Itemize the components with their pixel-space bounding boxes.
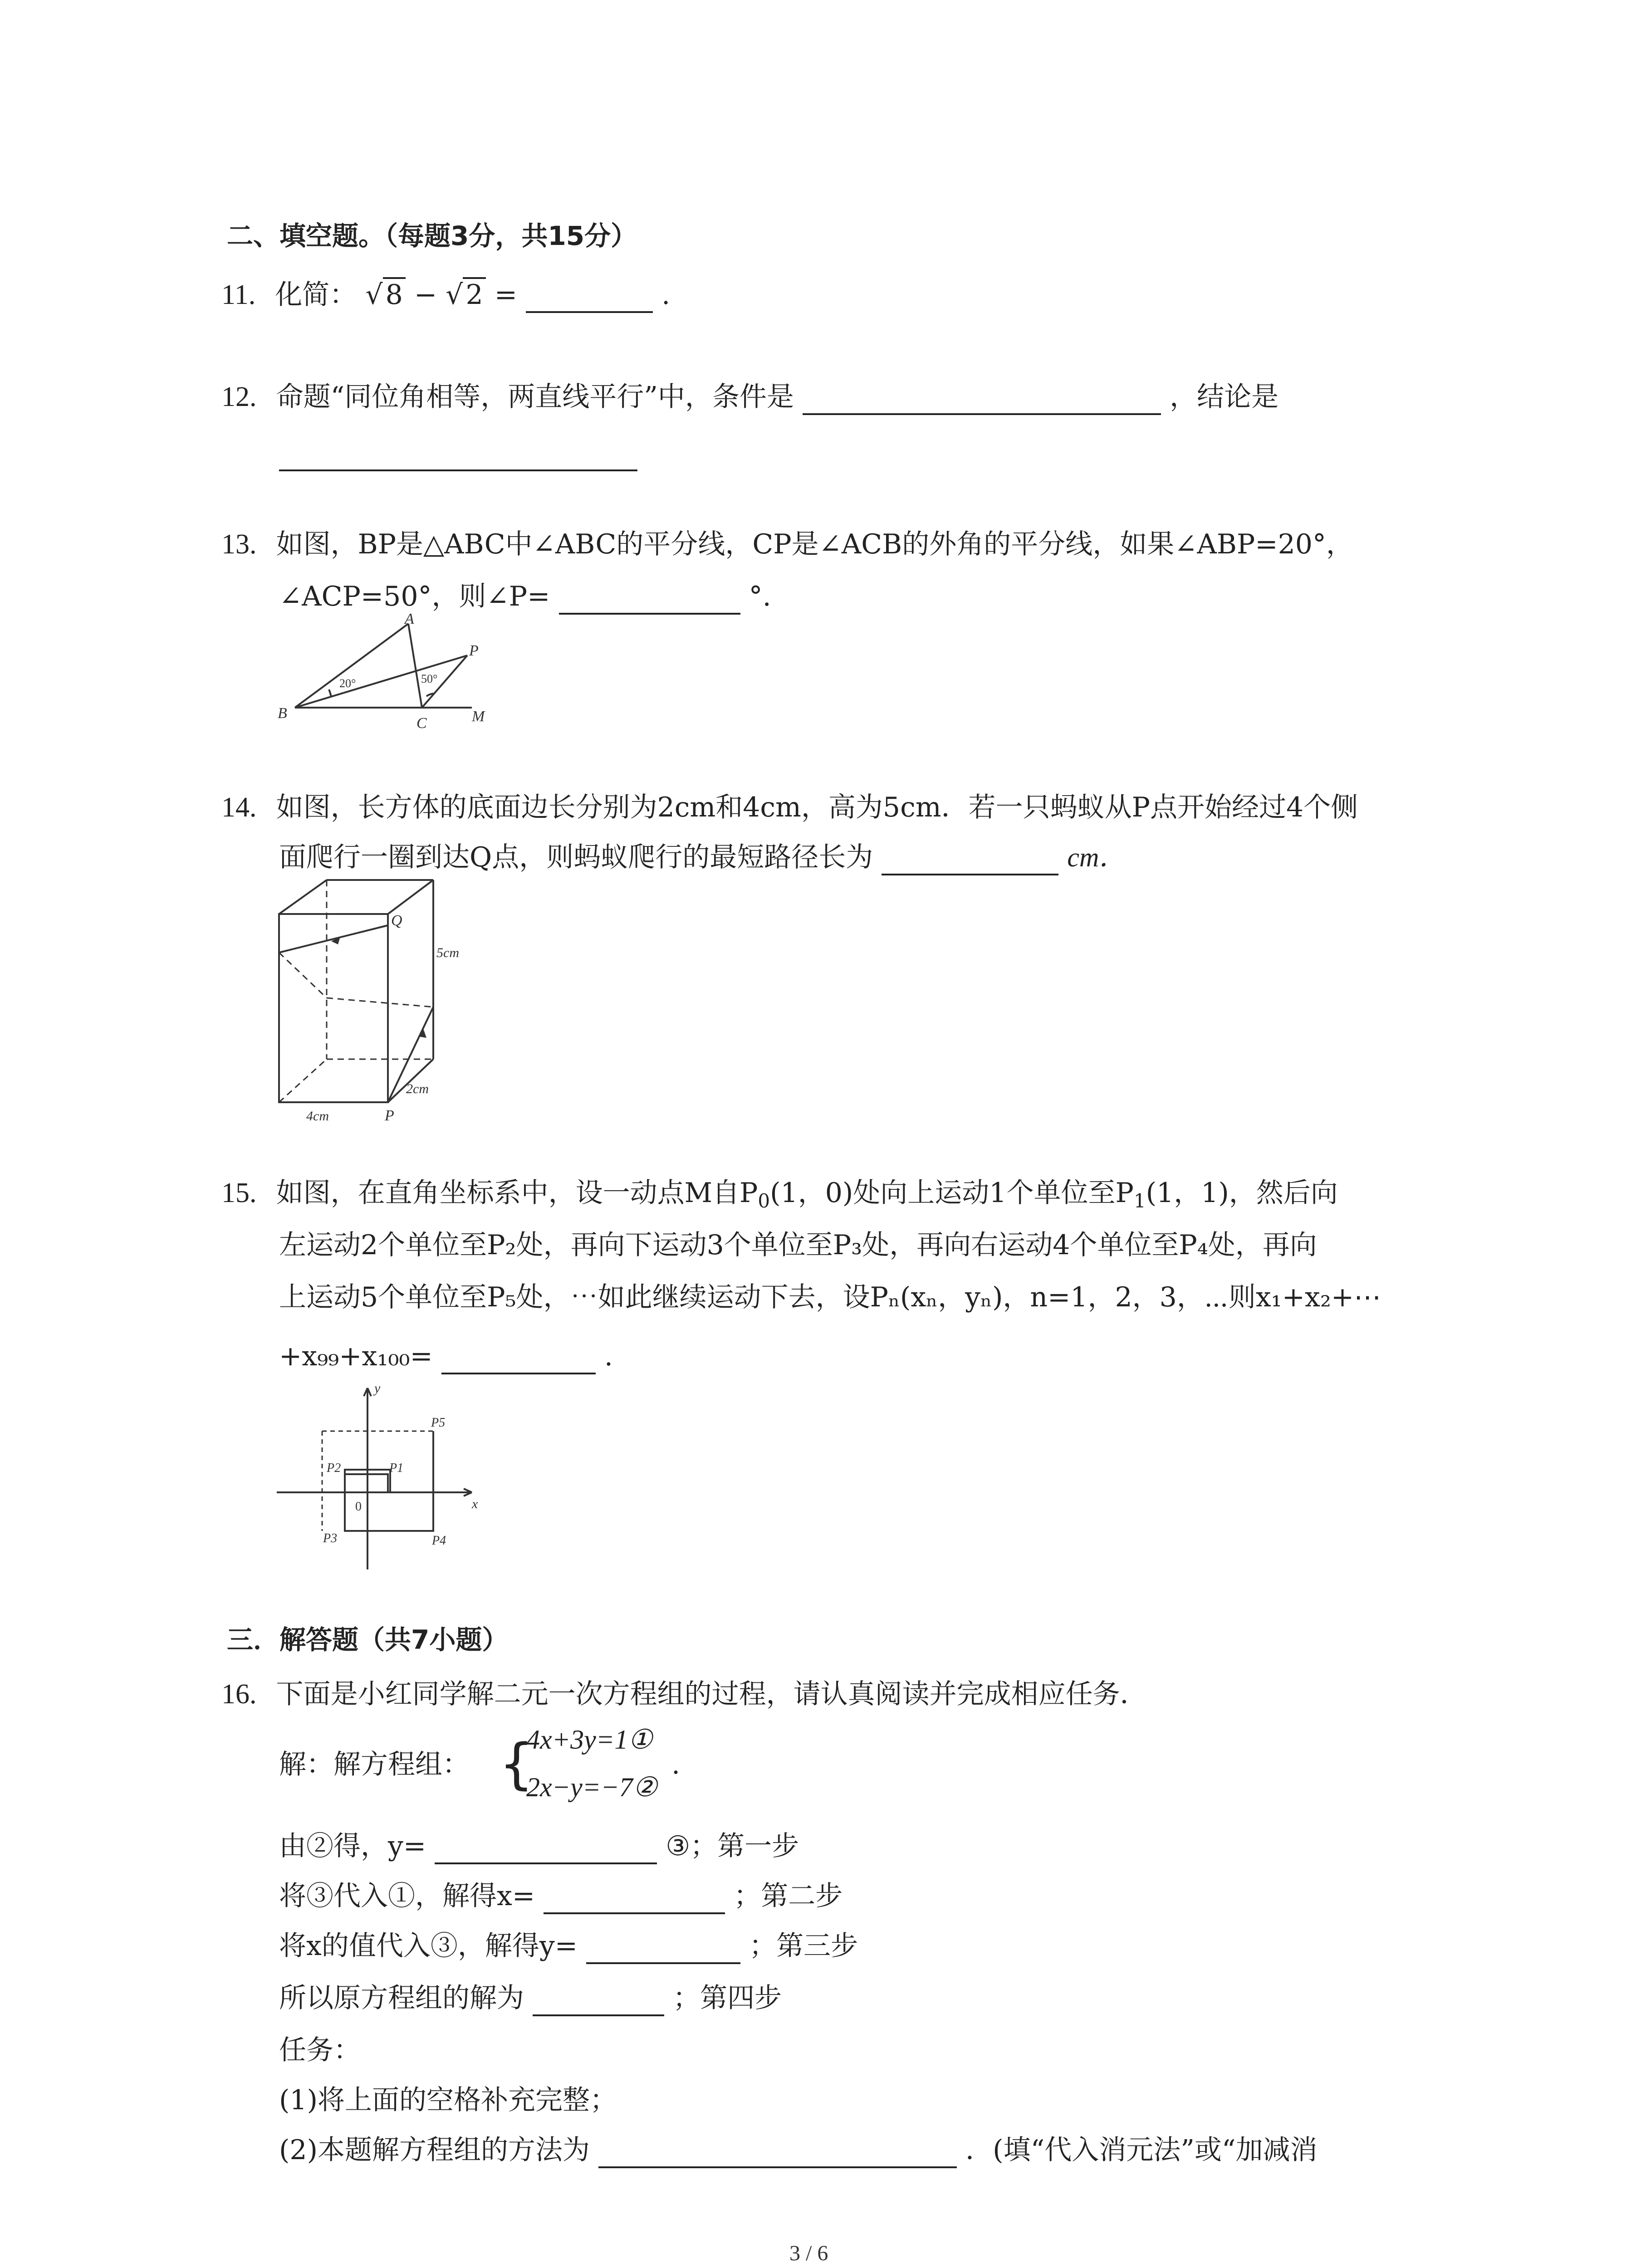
fig15-label-P4: P4 (432, 1534, 446, 1548)
fig14-label-width: 4cm (306, 1109, 329, 1124)
brace-icon: { (499, 1733, 534, 1796)
q16-task-label: 任务： (279, 2034, 361, 2066)
q16-step4-label: ；第四步 (673, 1982, 782, 2014)
q15-text-line3: 上运动5个单位至P₅处，⋯如此继续运动下去，设Pₙ(xₙ，yₙ)，n=1，2，3，⋯则x₁+x₂+⋯ (279, 1281, 1381, 1313)
q15-text-line1c: (1，1)，然后向 (1146, 1177, 1338, 1209)
q12-condition-blank[interactable] (803, 386, 1161, 415)
fig13-label-C: C (416, 715, 427, 732)
q11-text: 化简： (275, 279, 357, 311)
q16-step1-blank[interactable] (435, 1835, 657, 1864)
q14-text-line2: 面爬行一圈到达Q点，则蚂蚁爬行的最短路径长为 (279, 841, 873, 873)
question-14-line1 (221, 789, 1358, 826)
q16-step-2 (279, 1878, 843, 1914)
fig13-angle-20: 20° (339, 677, 356, 690)
q15-period: . (604, 1340, 613, 1372)
q16-equation-dot: . (671, 1749, 681, 1780)
q12-conclusion-blank[interactable] (279, 442, 637, 471)
q15-text-line2: 左运动2个单位至P₂处，再向下运动3个单位至P₃处，再向右运动4个单位至P₄处，再向 (279, 1229, 1317, 1261)
q16-step3-blank[interactable] (586, 1935, 740, 1964)
q11-radicand-a: 8 (383, 277, 406, 311)
q14-unit: cm． (1067, 842, 1127, 872)
fig13-angle-50: 50° (421, 672, 438, 685)
q16-step-3 (279, 1928, 858, 1964)
q16-step1-label: ③；第一步 (666, 1830, 799, 1862)
sqrt-icon: √ (365, 279, 383, 311)
q16-task-2 (279, 2132, 1318, 2168)
question-16-intro (221, 1676, 1147, 1712)
q16-solution-label: 解：解方程组： (279, 1749, 470, 1780)
q11-minus: − (414, 279, 437, 311)
page-number: 3 / 6 (789, 2241, 828, 2265)
q11-radicand-b: 2 (463, 277, 485, 311)
fig15-axis-y: y (374, 1381, 381, 1396)
fig13-label-M: M (472, 708, 485, 725)
q14-text-line1: 如图，长方体的底面边长分别为2cm和4cm，高为5cm．若一只蚂蚁从P点开始经过4个侧 (276, 792, 1358, 823)
fig13-label-B: B (278, 705, 287, 722)
q16-step-4 (279, 1980, 782, 2016)
q16-task-1: (1)将上面的空格补充完整； (279, 2084, 617, 2116)
q13-answer-blank[interactable] (559, 586, 740, 615)
section-3-title: 三．解答题（共7小题） (227, 1624, 509, 1655)
q14-answer-blank[interactable] (882, 846, 1058, 875)
q14-number: 14. (221, 792, 257, 823)
question-13-line2 (279, 578, 771, 615)
q16-step4-blank[interactable] (533, 1987, 664, 2016)
q16-task2-hint: ．(填“代入消元法”或“加减消 (965, 2134, 1318, 2166)
q12-text-condition: 命题“同位角相等，两直线平行”中，条件是 (276, 381, 794, 413)
q12-text-conclusion: ，结论是 (1170, 381, 1279, 413)
fig14-label-P: P (385, 1107, 394, 1124)
q15-text-line1b: (1，0)处向上运动1个单位至P (770, 1177, 1134, 1209)
question-14-line2 (279, 839, 1126, 875)
sqrt-icon: √ (446, 279, 463, 311)
fig15-label-P1: P1 (389, 1461, 404, 1475)
q11-answer-blank[interactable] (526, 284, 653, 313)
coordinate-figure (272, 1379, 485, 1574)
triangle-figure (272, 610, 508, 737)
q13-degree: °. (749, 581, 771, 612)
q16-number: 16. (221, 1679, 257, 1710)
q16-step3-label: ；第三步 (749, 1930, 858, 1962)
q16-step2-blank[interactable] (544, 1885, 725, 1914)
q16-step2-label: ；第二步 (734, 1880, 843, 1912)
q16-task2-text: (2)本题解方程组的方法为 (279, 2134, 590, 2166)
q12-number: 12. (221, 381, 257, 412)
q16-equation-2: 2x−y=−7② (526, 1772, 657, 1802)
q16-step1-text: 由②得，y= (279, 1830, 426, 1862)
q15-text-line4: +x₉₉+x₁₀₀= (279, 1340, 433, 1372)
q13-number: 13. (221, 529, 257, 560)
fig15-axis-x: x (472, 1496, 478, 1511)
q11-equals: = (494, 279, 517, 311)
q11-number: 11. (221, 279, 256, 310)
fig15-origin: 0 (355, 1500, 362, 1514)
q13-text-line2: ∠ACP=50°，则∠P= (279, 581, 550, 612)
fig15-label-P3: P3 (323, 1531, 338, 1545)
question-13-line1 (221, 526, 1353, 562)
q16-intro-text: 下面是小红同学解二元一次方程组的过程，请认真阅读并完成相应任务． (276, 1678, 1147, 1710)
q11-period: . (661, 279, 671, 311)
question-15-line4 (279, 1338, 613, 1374)
section-2-title: 二、填空题。（每题3分，共15分） (227, 220, 637, 251)
fig13-label-P: P (469, 642, 479, 659)
fig15-label-P2: P2 (327, 1461, 341, 1475)
cuboid-figure (272, 871, 499, 1125)
q16-step-1 (279, 1828, 799, 1864)
q15-answer-blank[interactable] (441, 1345, 596, 1374)
q16-step3-text: 将x的值代入③，解得y= (279, 1930, 578, 1962)
question-15-line1: 15. 如图，在直角坐标系中，设一动点M自$P_0(1$，0)处向上运动1个单位至$P_1(1$，1)，然后向 (221, 1177, 1338, 1212)
fig14-label-Q: Q (391, 912, 402, 929)
q15-number: 15. (221, 1178, 257, 1208)
q16-task2-blank[interactable] (598, 2139, 957, 2168)
fig13-label-A: A (405, 611, 414, 627)
q16-equation-1: 4x+3y=1① (526, 1725, 653, 1755)
q15-text-line1a: 如图，在直角坐标系中，设一动点M自P (276, 1177, 758, 1209)
fig14-label-height: 5cm (436, 945, 459, 960)
fig15-label-P5: P5 (431, 1416, 446, 1430)
fig14-label-depth: 2cm (406, 1081, 429, 1096)
question-12 (221, 379, 1279, 415)
question-11 (221, 277, 670, 313)
q16-step4-text: 所以原方程组的解为 (279, 1982, 524, 2014)
q13-text-line1: 如图，BP是△ABC中∠ABC的平分线，CP是∠ACB的外角的平分线，如果∠ABP=20°， (276, 528, 1353, 560)
q16-step2-text: 将③代入①，解得x= (279, 1880, 535, 1912)
